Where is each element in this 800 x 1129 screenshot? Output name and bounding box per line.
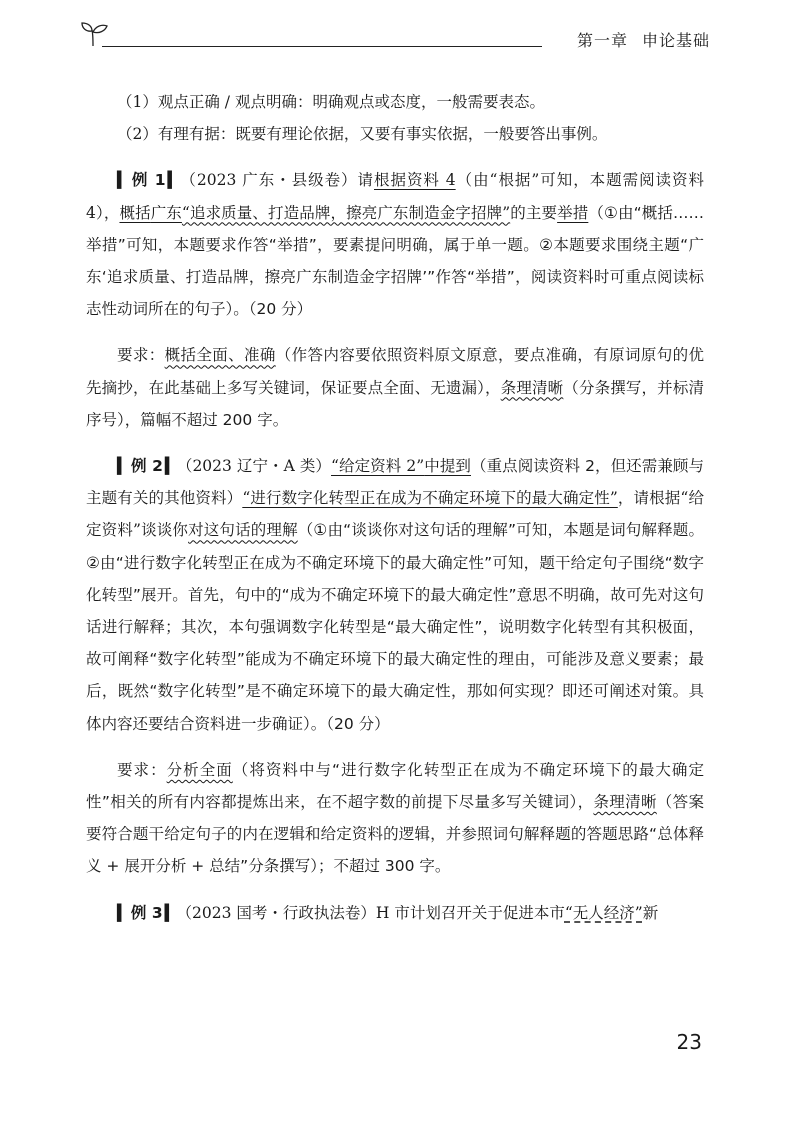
- example-2-requirement: 要求：分析全面（将资料中与“进行数字化转型正在成为不确定环境下的最大确定性”相关的所有内容都提炼出来，在不超字数的前提下尽量多写关键词），条理清晰（答案要符合题干给定句子的内在逻辑和给定资料的逻辑，并参照词句解释题的答题思路“总体释义 + 展开分析 + 总结”分条撰写）；不超过 300 字。: [86, 760, 704, 876]
- example-1-question: ▍ 例 1 ▍ （2023 广东・县级卷）请根据资料 4（由“根据”可知，本题需阅读资料 4），概括广东“追求质量、打造品牌，擦亮广东制造金字招牌”的主要举措（①由“概括……举措”可知，本题要求作答“举措”，要素提问明确，属于单一题。②本题要求围绕主题“广东‘追求质量、打造品牌，擦亮广东制造金字招牌’”作答“举措”，阅读资料时可重点阅读标志性动词所在的句子）。（20 分）: [86, 164, 704, 325]
- example-2-tag: ▍ 例 2 ▍: [117, 457, 177, 475]
- page-number: 23: [676, 1030, 702, 1054]
- example-3-question: ▍ 例 3 ▍ （2023 国考・行政执法卷）H 市计划召开关于促进本市“无人经济”新: [86, 897, 704, 929]
- header-rule: [102, 46, 542, 47]
- example-2-question: ▍ 例 2 ▍ （2023 辽宁・A 类）“给定资料 2”中提到（重点阅读资料 2，但还需兼顾与主题有关的其他资料）“进行数字化转型正在成为不确定环境下的最大确定性”，请根据“给定资料”谈谈你对这句话的理解（①由“谈谈你对这句话的理解”可知，本题是词句解释题。②由“进行数字化转型正在成为不确定环境下的最大确定性”可知，题干给定句子围绕“数字化转型”展开。首先，句中的“成为不确定环境下的最大确定性”意思不明确，故可先对这句话进行解释；其次，本句强调数字化转型是“最大确定性”，说明数字化转型有其积极面，故可阐释“数字化转型”能成为不确定环境下的最大确定性的理由，可能涉及意义要素；最后，既然“数字化转型”是不确定环境下的最大确定性，那如何实现？即还可阐述对策。具体内容还要结合资料进一步确证）。（20 分）: [86, 450, 704, 740]
- chapter-number: 第一章: [576, 31, 628, 50]
- sprout-icon: [80, 20, 110, 48]
- page-body: [86, 86, 704, 929]
- criterion-2: （2）有理有据：既要有理论依据，又要有事实依据，一般要答出事例。: [117, 125, 608, 144]
- chapter-title: [577, 28, 710, 51]
- example-1-tag: ▍ 例 1 ▍: [117, 171, 179, 189]
- running-header: [80, 20, 710, 54]
- example-3-tag: ▍ 例 3 ▍: [117, 904, 177, 922]
- criterion-1: （1）观点正确 / 观点明确：明确观点或态度，一般需要表态。: [117, 93, 545, 111]
- chapter-name: 申论基础: [641, 31, 710, 50]
- example-1-requirement: 要求：概括全面、准确（作答内容要依照资料原文原意，要点准确，有原词原句的优先摘抄，在此基础上多写关键词，保证要点全面、无遗漏），条理清晰（分条撰写，并标清序号），篇幅不超过 200 字。: [86, 346, 704, 429]
